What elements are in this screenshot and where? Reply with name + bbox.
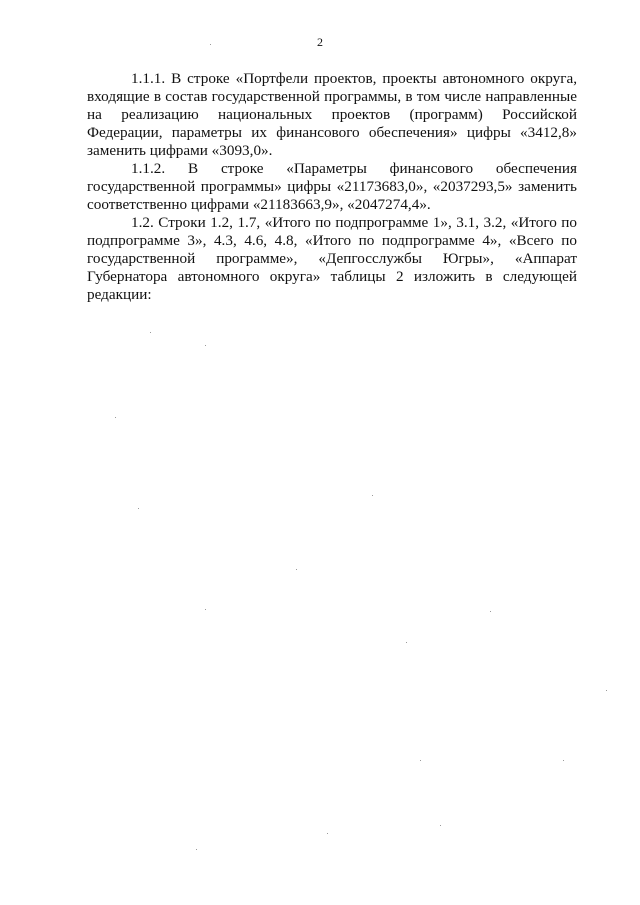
- scan-speck: [205, 609, 206, 610]
- scan-speck: [150, 332, 151, 333]
- paragraph-1-2: 1.2. Строки 1.2, 1.7, «Итого по подпрограмме 1», 3.1, 3.2, «Итого по подпрограмме 3», 4.3, 4.6, 4.8, «Итого по подпрограмме 4», «Всего по государственной программе», «Депгосслужбы Югры», «Аппарат Губернатора автономного округа» таблицы 2 изложить в следующей редакции:: [87, 214, 577, 303]
- paragraph-1-1-2: 1.1.2. В строке «Параметры финансового обеспечения государственной программы» цифры «21173683,0», «2037293,5» заменить соответственно цифрами «21183663,9», «2047274,4».: [87, 160, 577, 213]
- scan-speck: [420, 760, 421, 761]
- scan-speck: [440, 825, 441, 826]
- scan-speck: [138, 508, 139, 509]
- scan-speck: [205, 345, 206, 346]
- scan-speck: [372, 495, 373, 496]
- scan-speck: [490, 611, 491, 612]
- scan-speck: [606, 690, 607, 691]
- scan-speck: [296, 569, 297, 570]
- document-body: [87, 70, 577, 304]
- paragraph-1-1-1: 1.1.1. В строке «Портфели проектов, проекты автономного округа, входящие в состав государственной программы, в том числе направленные на реализацию национальных проектов (программ) Российской Федерации, параметры их финансового обеспечения» цифры «3412,8» заменить цифрами «3093,0».: [87, 70, 577, 159]
- scan-speck: [406, 642, 407, 643]
- scan-speck: [327, 833, 328, 834]
- page-number: 2: [317, 35, 323, 49]
- scan-speck: [563, 760, 564, 761]
- scan-speck: [210, 44, 211, 45]
- scan-speck: [196, 849, 197, 850]
- scan-speck: [115, 417, 116, 418]
